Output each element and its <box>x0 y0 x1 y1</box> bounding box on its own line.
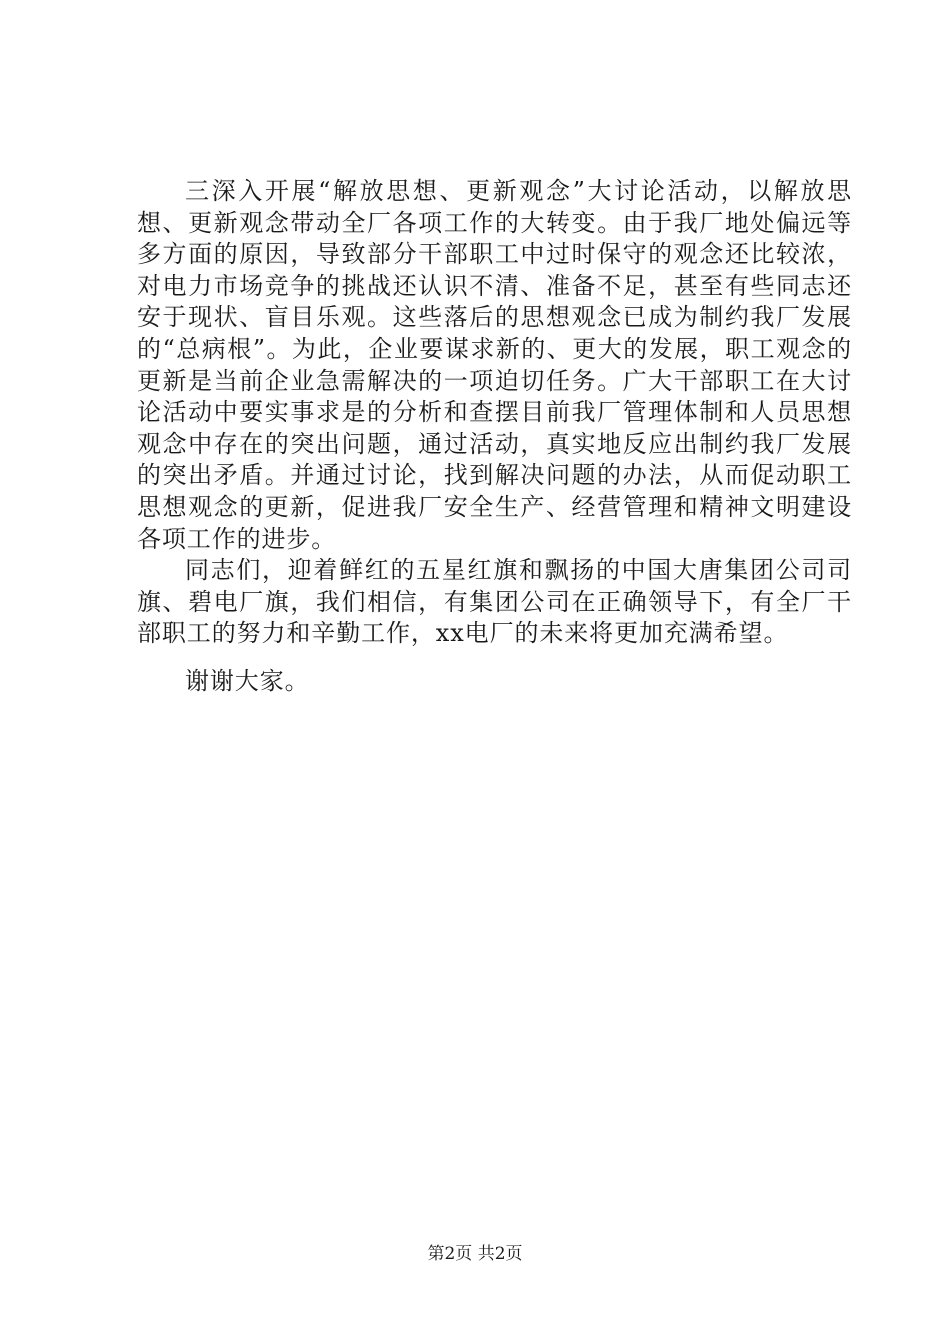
paragraph-discussion-activity: 三深入开展“解放思想、更新观念”大讨论活动，以解放思想、更新观念带动全厂各项工作的大转变。由于我厂地处偏远等多方面的原因，导致部分干部职工中过时保守的观念还比较浓，对电力市场竞争的挑战还认识不清、准备不足，甚至有些同志还安于现状、盲目乐观。这些落后的思想观念已成为制约我厂发展的“总病根”。为此，企业要谋求新的、更大的发展，职工观念的更新是当前企业急需解决的一项迫切任务。广大干部职工在大讨论活动中要实事求是的分析和查摆目前我厂管理体制和人员思想观念中存在的突出问题，通过活动，真实地反应出制约我厂发展的突出矛盾。并通过讨论，找到解决问题的办法，从而促动职工思想观念的更新，促进我厂安全生产、经营管理和精神文明建设各项工作的进步。 <box>137 177 852 553</box>
closing-thanks: 谢谢大家。 <box>185 667 310 695</box>
document-body <box>137 176 852 650</box>
paragraph-comrades-address: 同志们，迎着鲜红的五星红旗和飘扬的中国大唐集团公司司旗、碧电厂旗，我们相信，有集团公司在正确领导下，有全厂干部职工的努力和辛勤工作，xx电厂的未来将更加充满希望。 <box>137 556 852 648</box>
page-number-footer: 第2页 共2页 <box>427 1244 523 1264</box>
